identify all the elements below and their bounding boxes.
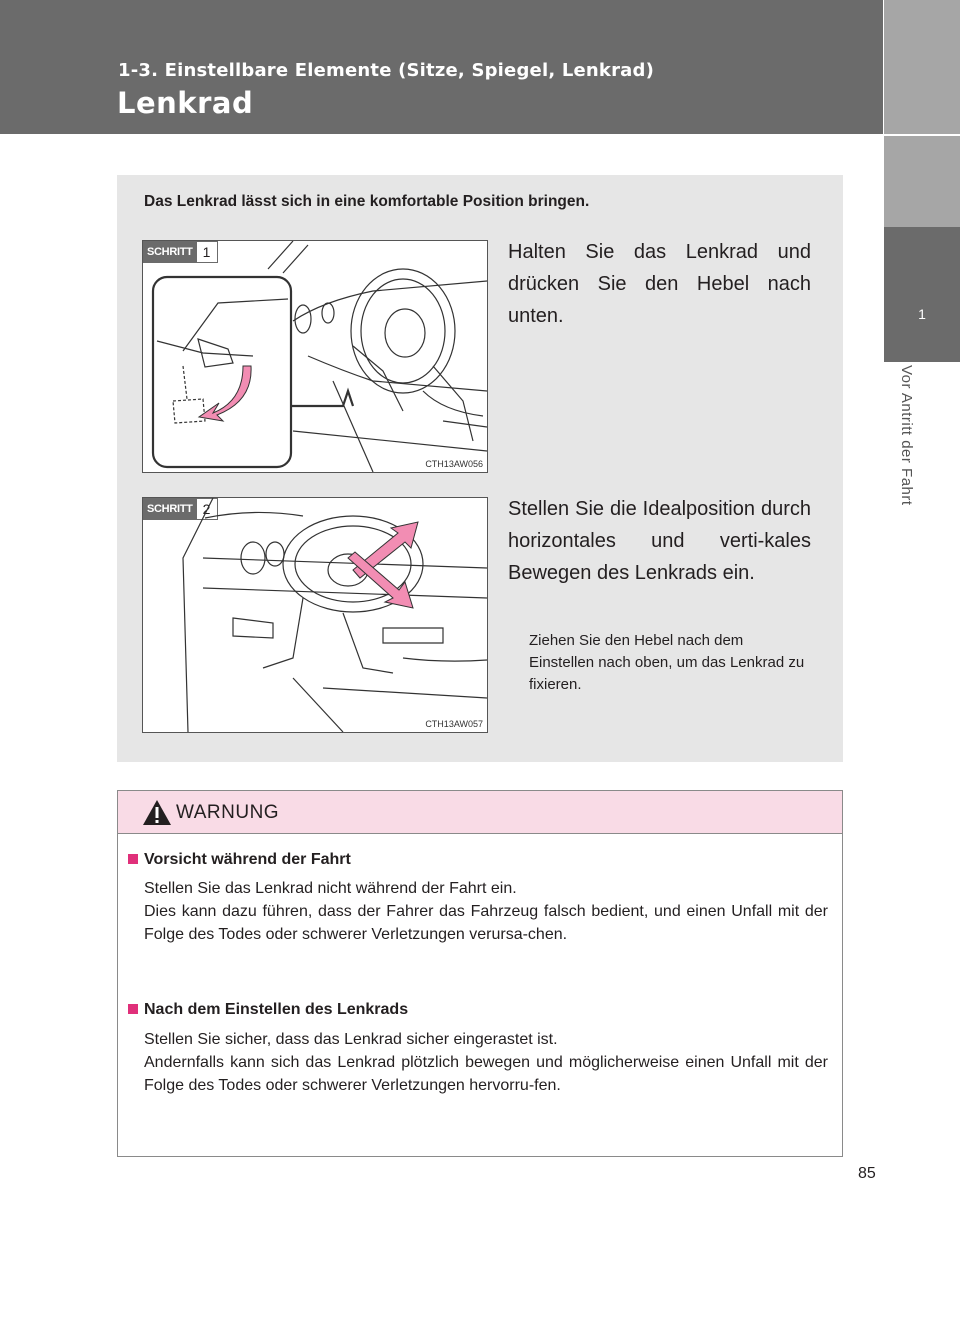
warning-item-heading [128, 1001, 408, 1019]
chapter-number: 1 [918, 306, 926, 322]
lever-drawing [143, 241, 487, 472]
warning-item-heading [128, 851, 351, 869]
warning-item-paragraph: Andernfalls kann sich das Lenkrad plötzlich bewegen und möglicherweise einen Unfall mit der Folge des Todes oder schwerer Verletzungen hervorru-fen. [144, 1054, 828, 1094]
side-tab-top [884, 0, 960, 134]
step-badge-number: 1 [197, 241, 218, 263]
warning-header [118, 791, 842, 834]
warning-item-paragraph: Dies kann dazu führen, dass der Fahrer das Fahrzeug falsch bedient, und einen Unfall mit der Folge des Todes oder schwerer Verletzungen verursa-chen. [144, 903, 828, 943]
step-badge-number: 2 [197, 498, 218, 520]
pink-square-bullet-icon [128, 854, 138, 864]
step2-illustration [142, 497, 488, 733]
warning-item-line: Stellen Sie sicher, dass das Lenkrad sicher eingerastet ist. [144, 1031, 558, 1048]
warning-box [117, 790, 843, 1157]
warning-triangle-icon [142, 799, 172, 826]
step-badge-label: SCHRITT [143, 241, 197, 263]
side-tab-chapter [884, 227, 960, 362]
chapter-title: Vor Antritt der Fahrt [898, 365, 915, 506]
warning-item-line: Stellen Sie das Lenkrad nicht während der Fahrt ein. [144, 880, 517, 897]
step2-note: Ziehen Sie den Hebel nach dem Einstellen nach oben, um das Lenkrad zu fixieren. [529, 632, 805, 693]
step1-instruction: Halten Sie das Lenkrad und drücken Sie den Hebel nach unten. [508, 241, 811, 327]
step2-instruction: Stellen Sie die Idealposition durch horizontales und verti-kales Bewegen des Lenkrads ein. [508, 498, 811, 584]
step-badge-label: SCHRITT [143, 498, 197, 520]
warning-item-heading-text: Nach dem Einstellen des Lenkrads [144, 1001, 409, 1018]
warning-item-heading-text: Vorsicht während der Fahrt [144, 851, 351, 868]
warning-title: WARNUNG [176, 802, 280, 823]
step1-illustration [142, 240, 488, 473]
intro-text: Das Lenkrad lässt sich in eine komfortable Position bringen. [144, 193, 590, 210]
page-title: Lenkrad [117, 86, 254, 120]
side-tab-spacer [884, 136, 960, 227]
figure-code: CTH13AW057 [425, 719, 483, 729]
steering-wheel-drawing [143, 498, 487, 732]
pink-square-bullet-icon [128, 1004, 138, 1014]
figure-code: CTH13AW056 [425, 459, 483, 469]
section-title: 1-3. Einstellbare Elemente (Sitze, Spiegel, Lenkrad) [118, 60, 655, 81]
page-number: 85 [858, 1165, 876, 1182]
